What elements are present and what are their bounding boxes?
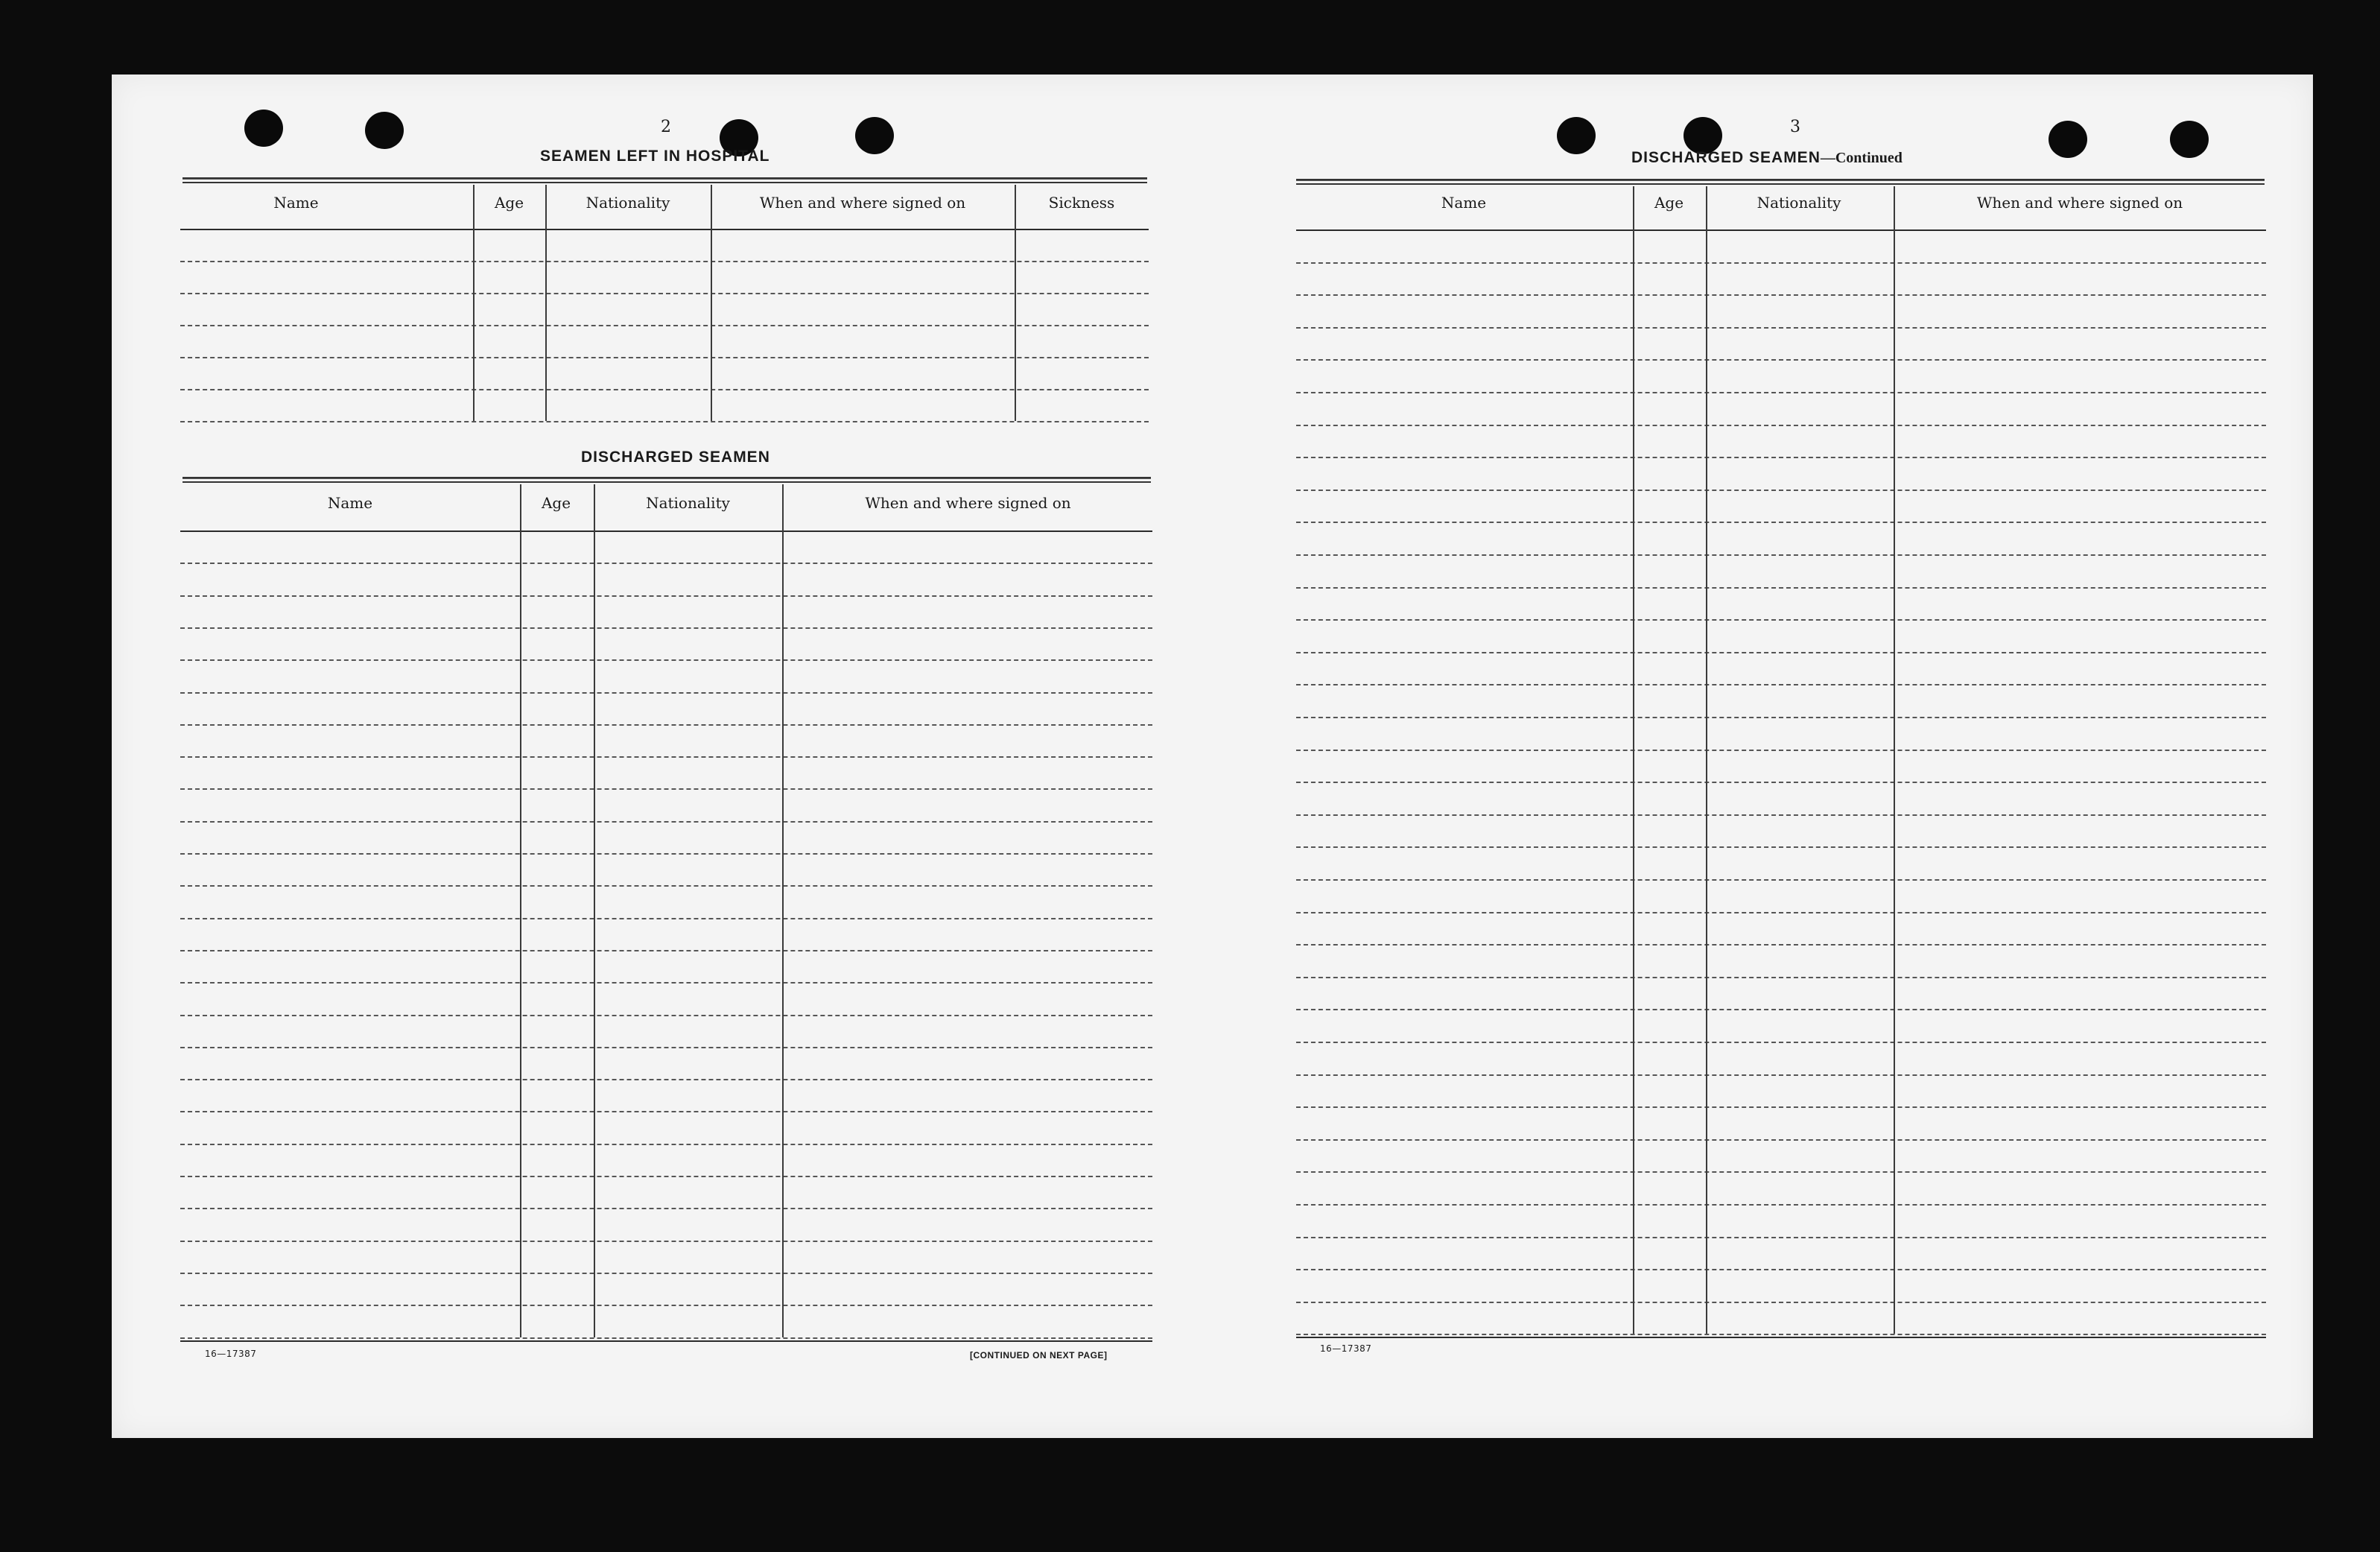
table-row bbox=[1296, 619, 2266, 621]
table-row bbox=[1296, 684, 2266, 685]
discharged-col-name: Name bbox=[327, 494, 373, 512]
table-row bbox=[1296, 1106, 2266, 1108]
table-row bbox=[1296, 1334, 2266, 1335]
hospital-col-signed-on: When and where signed on bbox=[759, 194, 966, 212]
table-row bbox=[180, 1337, 1152, 1339]
column-divider bbox=[711, 185, 712, 421]
table-row bbox=[1296, 1237, 2266, 1238]
title-text: DISCHARGED SEAMEN bbox=[1631, 149, 1821, 166]
table-row bbox=[1296, 1074, 2266, 1076]
column-divider bbox=[473, 185, 475, 421]
table-row bbox=[1296, 814, 2266, 816]
table-row bbox=[180, 692, 1152, 694]
column-divider bbox=[1015, 185, 1016, 421]
table-row bbox=[180, 1079, 1152, 1080]
table-row bbox=[180, 982, 1152, 984]
table-header-underline bbox=[180, 530, 1152, 532]
table-row bbox=[1296, 750, 2266, 751]
discharged-continued-title bbox=[1631, 149, 1903, 167]
page-number: 2 bbox=[661, 118, 671, 136]
hospital-header-rule bbox=[183, 177, 1147, 180]
table-row bbox=[180, 563, 1152, 564]
table-row bbox=[1296, 587, 2266, 589]
table-row bbox=[1296, 1171, 2266, 1173]
table-row bbox=[1296, 327, 2266, 329]
right-col-age: Age bbox=[1654, 194, 1684, 212]
table-row bbox=[1296, 1139, 2266, 1141]
table-row bbox=[1296, 879, 2266, 881]
table-row bbox=[1296, 294, 2266, 296]
table-row bbox=[180, 756, 1152, 758]
table-row bbox=[180, 1111, 1152, 1112]
table-row bbox=[1296, 262, 2266, 264]
column-divider bbox=[1633, 186, 1634, 1334]
table-row bbox=[1296, 1204, 2266, 1206]
right-col-name: Name bbox=[1441, 194, 1487, 212]
hospital-col-age: Age bbox=[494, 194, 524, 212]
hospital-col-sickness: Sickness bbox=[1048, 194, 1115, 212]
table-row bbox=[180, 1015, 1152, 1016]
punch-hole bbox=[2170, 121, 2209, 158]
table-row bbox=[180, 1144, 1152, 1145]
table-header-underline bbox=[180, 229, 1149, 230]
table-row bbox=[180, 293, 1149, 294]
table-row bbox=[1296, 782, 2266, 783]
table-row bbox=[180, 389, 1149, 390]
continued-note: [CONTINUED ON NEXT PAGE] bbox=[970, 1350, 1108, 1361]
table-row bbox=[180, 788, 1152, 790]
table-row bbox=[1296, 425, 2266, 426]
hospital-col-nationality: Nationality bbox=[586, 194, 670, 212]
column-divider bbox=[545, 185, 547, 421]
table-row bbox=[180, 1305, 1152, 1306]
right-col-signed-on: When and where signed on bbox=[1976, 194, 2183, 212]
table-row bbox=[1296, 977, 2266, 978]
table-row bbox=[180, 724, 1152, 726]
table-row bbox=[1296, 1269, 2266, 1270]
table-row bbox=[1296, 1302, 2266, 1303]
table-row bbox=[1296, 522, 2266, 523]
table-row bbox=[1296, 554, 2266, 556]
column-divider bbox=[1706, 186, 1707, 1334]
title-suffix: —Continued bbox=[1820, 150, 1903, 166]
punch-hole bbox=[244, 110, 283, 147]
column-divider bbox=[594, 484, 595, 1337]
right-col-nationality: Nationality bbox=[1757, 194, 1841, 212]
table-row bbox=[180, 261, 1149, 262]
hospital-col-name: Name bbox=[273, 194, 319, 212]
form-number: 16—17387 bbox=[205, 1349, 257, 1359]
right-header-rule bbox=[1296, 179, 2265, 181]
column-divider bbox=[1894, 186, 1895, 1334]
table-row bbox=[180, 950, 1152, 951]
table-row bbox=[1296, 392, 2266, 393]
table-row bbox=[1296, 846, 2266, 848]
punch-hole bbox=[365, 112, 404, 149]
column-divider bbox=[520, 484, 521, 1337]
table-row bbox=[180, 853, 1152, 855]
table-row bbox=[180, 627, 1152, 629]
punch-hole bbox=[2049, 121, 2087, 158]
table-row bbox=[1296, 1042, 2266, 1043]
table-row bbox=[180, 595, 1152, 597]
table-row bbox=[1296, 944, 2266, 946]
table-row bbox=[1296, 490, 2266, 491]
table-row bbox=[1296, 359, 2266, 361]
table-bottom-rule bbox=[1296, 1337, 2266, 1338]
table-row bbox=[180, 918, 1152, 919]
table-row bbox=[180, 325, 1149, 326]
discharged-col-age: Age bbox=[541, 494, 571, 512]
table-row bbox=[1296, 652, 2266, 653]
discharged-col-nationality: Nationality bbox=[646, 494, 730, 512]
table-row bbox=[1296, 1009, 2266, 1010]
table-header-underline bbox=[1296, 229, 2266, 231]
table-row bbox=[180, 357, 1149, 358]
table-row bbox=[180, 659, 1152, 661]
discharged-section-title: DISCHARGED SEAMEN bbox=[581, 449, 770, 466]
discharged-col-signed-on: When and where signed on bbox=[865, 494, 1071, 512]
table-row bbox=[180, 1176, 1152, 1177]
table-bottom-rule bbox=[180, 1340, 1152, 1342]
table-row bbox=[1296, 912, 2266, 913]
table-row bbox=[180, 1208, 1152, 1209]
discharged-header-rule bbox=[183, 477, 1151, 479]
punch-hole bbox=[1557, 117, 1596, 154]
column-divider bbox=[782, 484, 784, 1337]
table-row bbox=[180, 821, 1152, 823]
table-row bbox=[180, 421, 1149, 422]
punch-hole bbox=[855, 117, 894, 154]
table-row bbox=[180, 1241, 1152, 1242]
table-row bbox=[180, 1273, 1152, 1274]
hospital-section-title: SEAMEN LEFT IN HOSPITAL bbox=[540, 148, 770, 165]
document-sheet bbox=[112, 75, 2313, 1438]
page-number: 3 bbox=[1790, 118, 1800, 136]
table-row bbox=[180, 885, 1152, 887]
table-row bbox=[1296, 457, 2266, 458]
table-row bbox=[1296, 717, 2266, 718]
table-row bbox=[180, 1047, 1152, 1048]
form-number: 16—17387 bbox=[1320, 1343, 1372, 1354]
